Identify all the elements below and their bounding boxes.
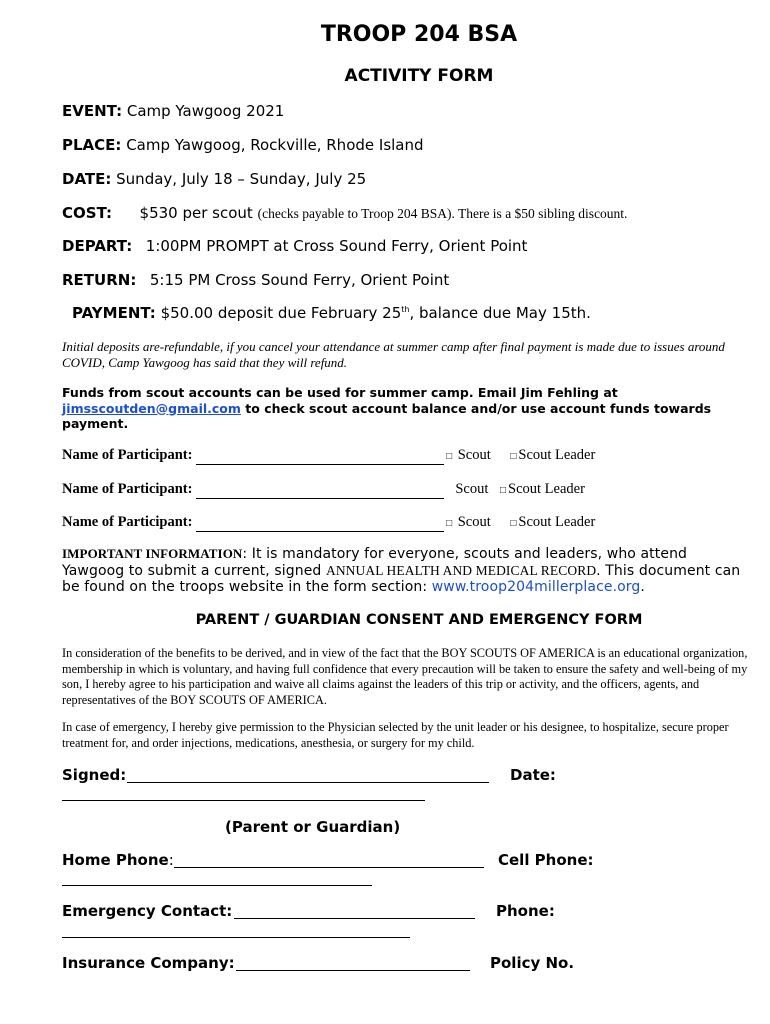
phone-label: Phone: bbox=[496, 902, 555, 920]
payment-label: PAYMENT: bbox=[72, 304, 156, 322]
funds-text-b: to check scout account balance and/or use account funds towards payment. bbox=[62, 400, 712, 431]
funds-text-a: Funds from scout accounts can be used for summer camp. Email Jim Fehling at bbox=[62, 385, 618, 400]
consent-paragraph: In consideration of the benefits to be derived, and in view of the fact that the BOY SCOUTS OF AMERICA is an educational organization, membership in which is voluntary, and having full confidence that every precaution will be taken to ensure the safety and well-being of my son, I hereby agree to his participation and waive all claims against the leaders of this trip or activity, and the officers, agents, and representatives of the BOY SCOUTS OF AMERICA. bbox=[62, 646, 748, 707]
cost-label: COST: bbox=[62, 204, 112, 222]
important-text-c: . bbox=[640, 579, 645, 595]
depart-label: DEPART: bbox=[62, 237, 133, 255]
important-text-b: . This document can be found on the troops website in the form section: bbox=[62, 562, 741, 595]
scout-option-label: Scout bbox=[457, 514, 491, 530]
funds-email-link[interactable]: jimsscoutden@gmail.com bbox=[62, 400, 241, 416]
return-label: RETURN: bbox=[62, 271, 137, 289]
checkbox-icon[interactable]: □ bbox=[446, 518, 453, 529]
important-caps: IMPORTANT INFORMATION bbox=[62, 546, 243, 561]
place-value: Camp Yawgoog, Rockville, Rhode Island bbox=[126, 136, 424, 154]
signed-line[interactable] bbox=[127, 782, 489, 783]
depart-value: 1:00PM PROMPT at Cross Sound Ferry, Orient Point bbox=[145, 237, 528, 255]
parent-guardian-label: (Parent or Guardian) bbox=[225, 818, 401, 836]
participant-row bbox=[62, 481, 585, 499]
leader-option-label: Scout Leader bbox=[518, 447, 596, 463]
participant-label: Name of Participant: bbox=[62, 447, 193, 463]
participant-name-field[interactable] bbox=[196, 481, 444, 499]
event-label: EVENT: bbox=[62, 102, 123, 120]
scout-option-label: Scout bbox=[457, 447, 491, 463]
payment-sup: th bbox=[401, 305, 410, 314]
participant-label: Name of Participant: bbox=[62, 481, 193, 497]
policy-no-label: Policy No. bbox=[490, 954, 575, 972]
insurance-company-line[interactable] bbox=[236, 970, 470, 971]
checkbox-icon[interactable]: □ bbox=[510, 451, 517, 462]
cell-phone-line[interactable] bbox=[62, 885, 372, 886]
date-row bbox=[62, 170, 366, 188]
date-value: Sunday, July 18 – Sunday, July 25 bbox=[116, 170, 367, 188]
payment-row bbox=[72, 304, 591, 322]
date-label: DATE: bbox=[62, 170, 112, 188]
participant-row bbox=[62, 447, 595, 465]
important-text-a: : It is mandatory for everyone, scouts and leaders, who attend Yawgoog to submit a current, signed bbox=[62, 546, 688, 579]
page-title: TROOP 204 BSA bbox=[320, 22, 518, 47]
date-field-label: Date: bbox=[510, 766, 556, 784]
cost-row bbox=[62, 204, 627, 222]
insurance-company-label: Insurance Company: bbox=[62, 954, 235, 972]
home-phone-line[interactable] bbox=[174, 867, 484, 868]
participant-label: Name of Participant: bbox=[62, 514, 193, 530]
checkbox-icon[interactable]: □ bbox=[499, 485, 507, 496]
event-row bbox=[62, 102, 284, 120]
consent-heading: PARENT / GUARDIAN CONSENT AND EMERGENCY FORM bbox=[195, 612, 643, 628]
checkbox-icon[interactable]: □ bbox=[446, 451, 453, 462]
funds-note bbox=[62, 385, 742, 432]
important-caps2: ANNUAL HEALTH AND MEDICAL RECORD bbox=[325, 562, 597, 578]
signed-label: Signed: bbox=[62, 766, 127, 784]
important-information bbox=[62, 546, 752, 596]
troop-website-link[interactable]: www.troop204millerplace.org bbox=[431, 579, 641, 595]
date-line[interactable] bbox=[62, 800, 425, 801]
phone-line[interactable] bbox=[62, 937, 410, 938]
leader-option-label: Scout Leader bbox=[508, 481, 585, 497]
emergency-contact-line[interactable] bbox=[234, 918, 475, 919]
participant-name-field[interactable] bbox=[196, 447, 444, 465]
payment-value-a: $50.00 deposit due February 25 bbox=[160, 304, 402, 322]
place-row bbox=[62, 136, 424, 154]
leader-option-label: Scout Leader bbox=[518, 514, 596, 530]
scout-option-label: Scout bbox=[455, 481, 489, 497]
checkbox-icon[interactable]: □ bbox=[510, 518, 517, 529]
emergency-paragraph: In case of emergency, I hereby give permission to the Physician selected by the unit leader or his designee, to hospitalize, secure proper treatment for, and order injections, medications, anesthesia, or surgery for my child. bbox=[62, 720, 729, 750]
refund-note: Initial deposits are-refundable, if you cancel your attendance at summer camp after final payment is made due to issues around COVID, Camp Yawgoog has said that they will refund. bbox=[62, 339, 725, 370]
page-subtitle: ACTIVITY FORM bbox=[344, 66, 494, 86]
emergency-contact-label: Emergency Contact: bbox=[62, 902, 233, 920]
cost-value: $530 per scout bbox=[139, 204, 253, 222]
participant-name-field[interactable] bbox=[196, 514, 444, 532]
cell-phone-label: Cell Phone: bbox=[498, 851, 594, 869]
place-label: PLACE: bbox=[62, 136, 122, 154]
depart-row bbox=[62, 237, 527, 255]
return-row bbox=[62, 271, 449, 289]
event-value: Camp Yawgoog 2021 bbox=[126, 102, 285, 120]
return-value: 5:15 PM Cross Sound Ferry, Orient Point bbox=[149, 271, 450, 289]
payment-value-b: , balance due May 15th. bbox=[409, 304, 591, 322]
cost-note: (checks payable to Troop 204 BSA). There is a $50 sibling discount. bbox=[257, 206, 628, 221]
home-phone-label: Home Phone: bbox=[62, 851, 174, 869]
participant-row bbox=[62, 514, 595, 532]
